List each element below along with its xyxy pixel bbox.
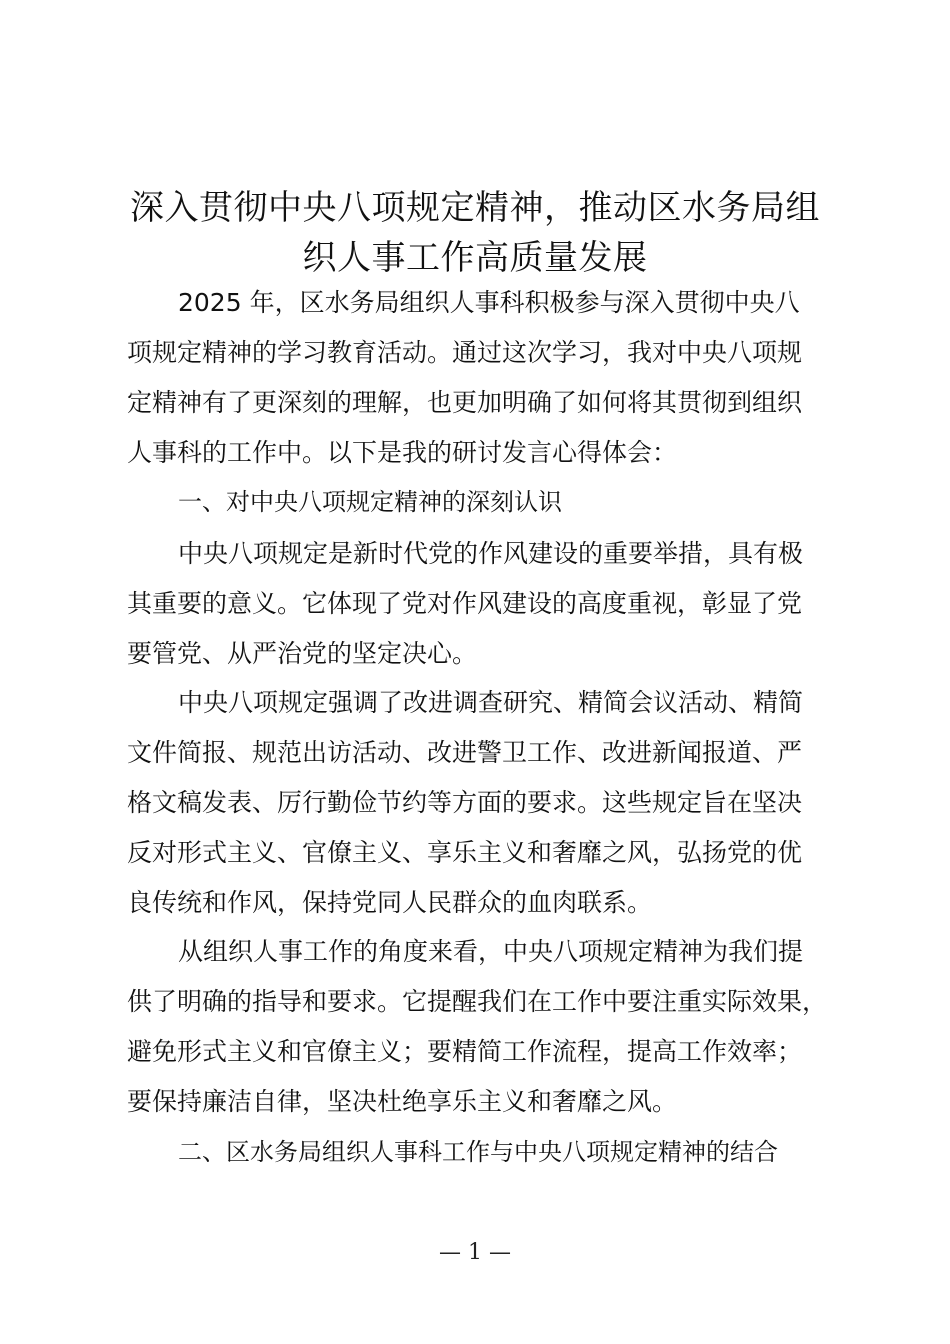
section-heading: 一、对中央八项规定精神的深刻认识 bbox=[178, 488, 562, 516]
body-line: 中央八项规定强调了改进调查研究、精简会议活动、精简 bbox=[178, 688, 804, 717]
section-heading: 二、区水务局组织人事科工作与中央八项规定精神的结合 bbox=[178, 1138, 778, 1166]
body-line: 项规定精神的学习教育活动。通过这次学习，我对中央八项规 bbox=[127, 338, 803, 367]
body-line: 要保持廉洁自律，坚决杜绝享乐主义和奢靡之风。 bbox=[127, 1087, 678, 1116]
body-line: 要管党、从严治党的坚定决心。 bbox=[127, 639, 478, 668]
document-title-line-1: 深入贯彻中央八项规定精神，推动区水务局组 bbox=[130, 188, 820, 228]
body-line: 中央八项规定是新时代党的作风建设的重要举措，具有极 bbox=[178, 539, 804, 568]
body-line: 反对形式主义、官僚主义、享乐主义和奢靡之风，弘扬党的优 bbox=[127, 838, 803, 867]
body-line: 文件简报、规范出访活动、改进警卫工作、改进新闻报道、严 bbox=[127, 738, 803, 767]
document-title-line-2: 织人事工作高质量发展 bbox=[302, 238, 648, 278]
body-line: 从组织人事工作的角度来看，中央八项规定精神为我们提 bbox=[178, 937, 804, 966]
body-line: 人事科的工作中。以下是我的研讨发言心得体会： bbox=[127, 438, 678, 467]
body-line: 2025 年，区水务局组织人事科积极参与深入贯彻中央八 bbox=[178, 288, 800, 317]
body-line: 避免形式主义和官僚主义；要精简工作流程，提高工作效率； bbox=[127, 1037, 803, 1066]
body-line: 定精神有了更深刻的理解，也更加明确了如何将其贯彻到组织 bbox=[127, 388, 803, 417]
page-number: — 1 — bbox=[439, 1240, 511, 1265]
body-line: 供了明确的指导和要求。它提醒我们在工作中要注重实际效果， bbox=[127, 987, 828, 1016]
body-line: 其重要的意义。它体现了党对作风建设的高度重视，彰显了党 bbox=[127, 589, 803, 618]
body-line: 格文稿发表、厉行勤俭节约等方面的要求。这些规定旨在坚决 bbox=[127, 788, 803, 817]
body-line: 良传统和作风，保持党同人民群众的血肉联系。 bbox=[127, 888, 653, 917]
